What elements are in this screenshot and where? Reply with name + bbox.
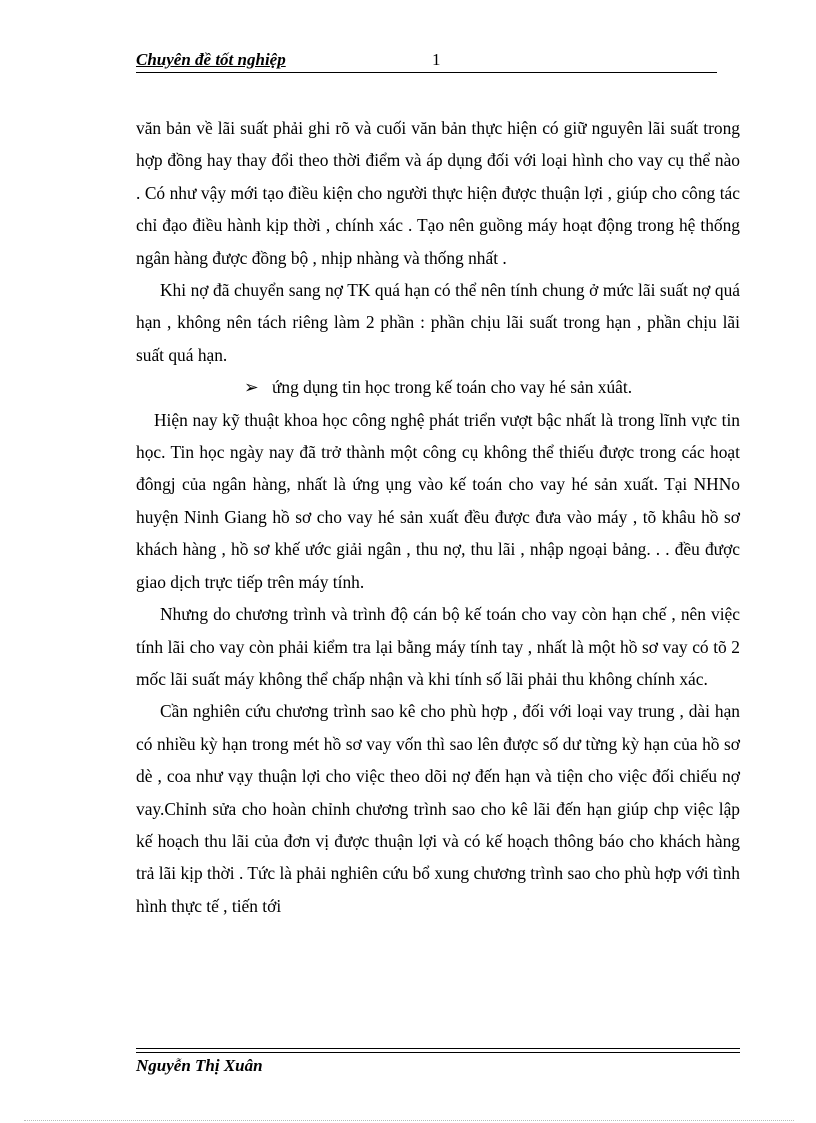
paragraph: văn bản về lãi suất phải ghi rõ và cuối văn bản thực hiện có giữ nguyên lãi suất trong hợp đồng hay thay đổi theo thời điểm và áp dụng đối với loại hình cho vay cụ thể nào . Có như vậy mới tạo điều kiện cho người thực hiện được thuận lợi , giúp cho công tác chỉ đạo điều hành kịp thời , chính xác . Tạo nên guồng máy hoạt động trong hệ thống ngân hàng được đồng bộ , nhịp nhàng và thống nhất .	[136, 118, 740, 268]
page-edge	[24, 1120, 794, 1121]
footer-rule	[136, 1048, 740, 1053]
bullet-item	[136, 371, 740, 403]
page-number: 1	[432, 50, 441, 69]
paragraph: Cần nghiên cứu chương trình sao kê cho phù hợp , đối với loại vay trung , dài hạn có nhiều kỳ hạn trong mét hồ sơ vay vốn thì sao lên được số dư từng kỳ hạn của hồ sơ dè , coa như vạy thuận lợi cho việc theo dõi nợ đến hạn và tiện cho việc đối chiếu nợ vay.Chỉnh sửa cho hoàn chỉnh chương trình sao cho kê lãi đến hạn giúp chp việc lập kế hoạch thu lãi của đơn vị được thuận lợi và có kế hoạch thông báo cho khách hàng trả lãi kịp thời . Tức là phải nghiên cứu bổ xung chương trình sao cho phù hợp với tình hình thực tế , tiến tới	[136, 701, 740, 916]
arrow-bullet-icon: ➢	[244, 377, 259, 398]
bullet-text: ứng dụng tin học trong kế toán cho vay hé sản xúât.	[272, 377, 633, 398]
footer-author: Nguyễn Thị Xuân	[136, 1056, 263, 1075]
paragraph: Khi nợ đã chuyển sang nợ TK quá hạn có thể nên tính chung ở mức lãi suất nợ quá hạn , không nên tách riêng làm 2 phần : phần chịu lãi suất trong hạn , phần chịu lãi suất quá hạn.	[136, 280, 740, 365]
paragraph: Hiện nay kỹ thuật khoa học công nghệ phát triển vượt bậc nhất là trong lĩnh vực tin học. Tin học ngày nay đã trở thành một công cụ không thể thiếu được trong các hoạt đôngj của ngân hàng, nhất là ứng ụng vào kế toán cho vay hé sản xuất. Tại NHNo huyện Ninh Giang hồ sơ cho vay hé sản xuất đều được đưa vào máy , tõ khâu hồ sơ khách hàng , hồ sơ khế ước giải ngân , thu nợ, thu lãi , nhập ngoại bảng. . . đều được giao dịch trực tiếp trên máy tính.	[136, 409, 740, 592]
page-header	[136, 48, 717, 73]
document-body	[136, 112, 740, 922]
header-title: Chuyên đề tốt nghiệp	[136, 50, 286, 69]
paragraph: Nhưng do chương trình và trình độ cán bộ kế toán cho vay còn hạn chế , nên việc tính lãi cho vay còn phải kiểm tra lại bằng máy tính tay , nhất là một hồ sơ vay có tõ 2 mốc lãi suất máy không thể chấp nhận và khi tính số lãi phải thu không chính xác.	[136, 604, 740, 689]
